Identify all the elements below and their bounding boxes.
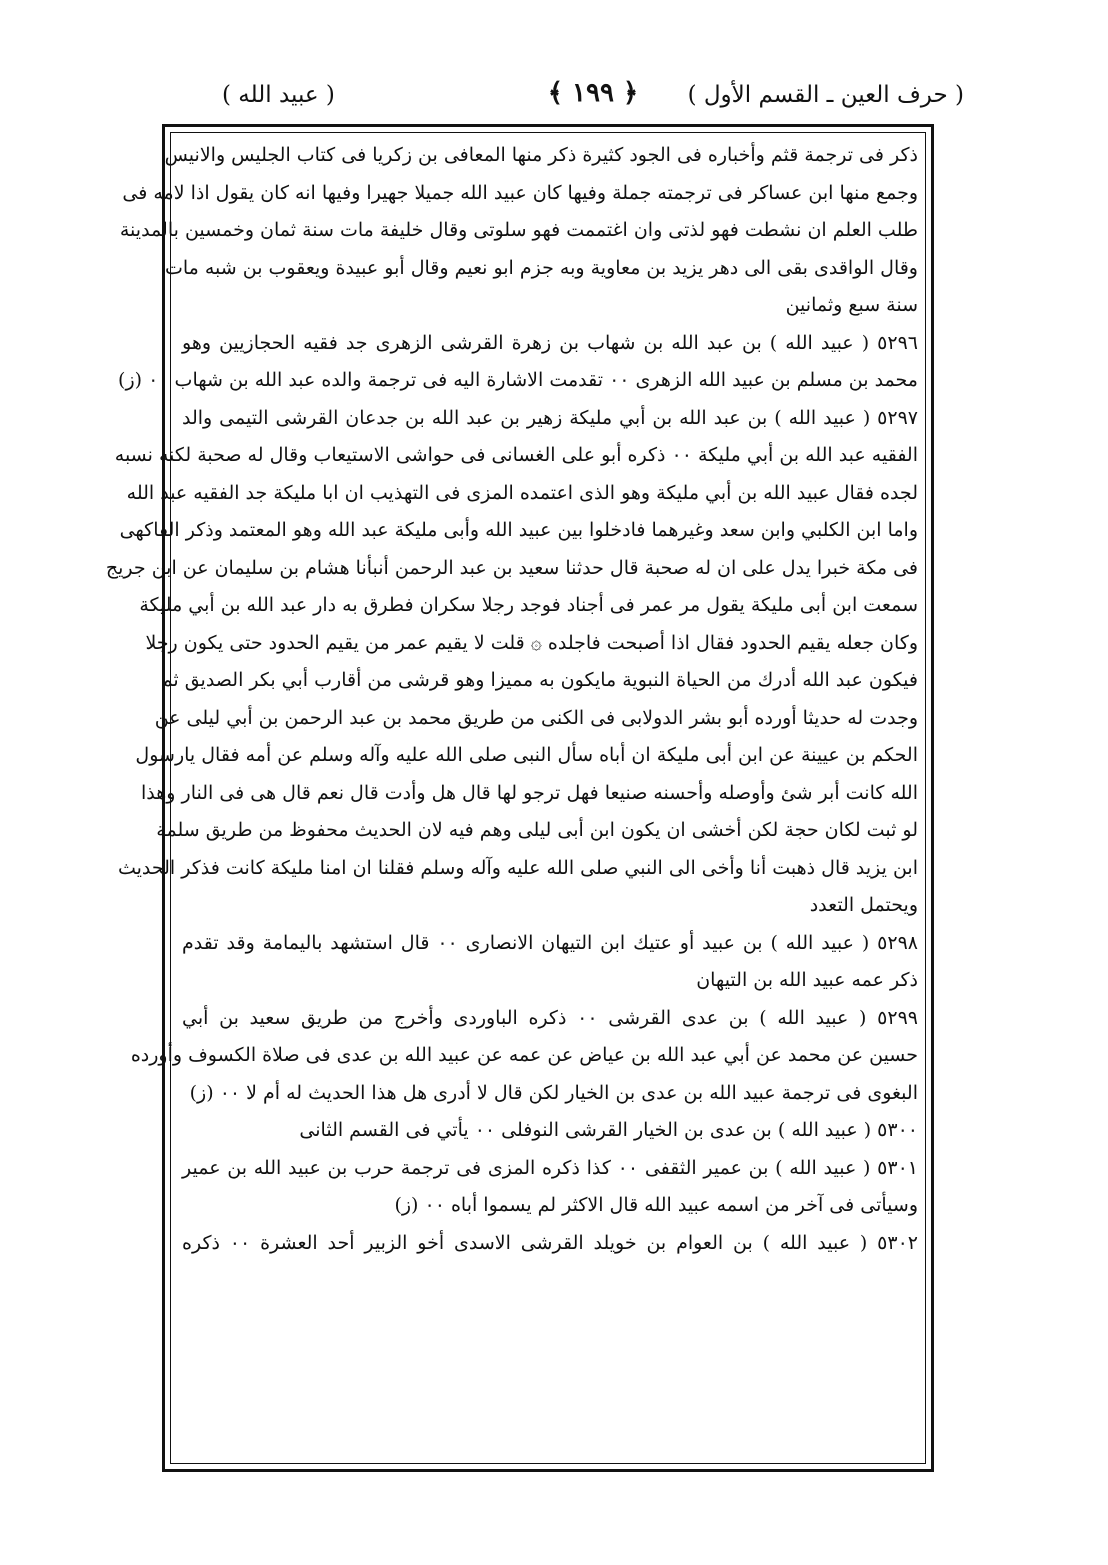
text-line: ذكر فى ترجمة قثم وأخباره فى الجود كثيرة ذكر منها المعافى بن زكريا فى كتاب الجليس والانيس (164, 144, 918, 166)
text-line: فيكون عبد الله أدرك من الحياة النبوية مايكون به مميزا وهو قرشى من أقارب أبي بكر الصديق ثم (160, 669, 918, 691)
text-line: وجدت له حديثا أورده أبو بشر الدولابى فى الكنى من طريق محمد بن عبد الرحمن بن أبي ليلى عن (154, 706, 918, 729)
text-line: الفقيه عبد الله بن أبي مليكة ٠٠ ذكره أبو على الغسانى فى حواشى الاستيعاب وقال له صحبة لكنه نسبه (114, 444, 918, 466)
text-line: وقال الواقدى بقى الى دهر يزيد بن معاوية وبه جزم ابو نعيم وقال أبو عبيدة ويعقوب بن شبه مات (164, 256, 918, 279)
entry-5299-line: ٥٢٩٩ ( عبيد الله ) بن عدى القرشى ٠٠ ذكره الباوردى وأخرج من طريق سعيد بن أبي (182, 1006, 918, 1029)
entry-5296-line: ٥٢٩٦ ( عبيد الله ) بن عبد الله بن شهاب بن زهرة القرشى الزهرى جد فقيه الحجازيين وهو (182, 331, 918, 354)
text-line: الحكم بن عيينة عن ابن أبى مليكة ان أباه سأل النبى صلى الله عليه وآله وسلم عن أمه فقال يارسول (135, 744, 918, 766)
text-line: فى مكة خبرا يدل على ان له صحبة قال حدثنا سعيد بن عبد الرحمن أنبأنا هشام بن سليمان عن ابن جريج (105, 556, 918, 579)
text-line: ويحتمل التعدد (809, 894, 918, 916)
text-line: وسيأتى فى آخر من اسمه عبيد الله قال الاكثر لم يسموا أباه ٠٠ (ز) (394, 1194, 918, 1216)
text-line: لجده فقال عبيد الله بن أبي مليكة وهو الذى اعتمده المزى فى التهذيب ان ابا مليكة جد الفقيه عبد الله (126, 481, 918, 504)
text-line: ذكر عمه عبيد الله بن التيهان (696, 969, 918, 991)
text-line: محمد بن مسلم بن عبيد الله الزهرى ٠٠ تقدمت الاشارة اليه فى ترجمة والده عبد الله بن شهاب ٠٠ (ز) (118, 369, 918, 391)
entry-5298-line: ٥٢٩٨ ( عبيد الله ) بن عبيد أو عتيك ابن التيهان الانصارى ٠٠ قال استشهد باليمامة وقد تقدم (182, 931, 918, 954)
page-header (222, 78, 964, 118)
text-line: سنة سبع وثمانين (785, 294, 918, 316)
text-line: وكان جعله يقيم الحدود فقال اذا أصبحت فاجلده ۞ قلت لا يقيم عمر من يقيم الحدود حتى يكون رجلا (145, 631, 918, 654)
chapter-title: ( حرف العين ـ القسم الأول ) (687, 82, 964, 108)
text-line: واما ابن الكلبي وابن سعد وغيرهما فادخلوا بين عبيد الله وأبى مليكة عبد الله وهو المعتمد وذكر الفاكهى (119, 519, 918, 541)
text-line: الله كانت أبر شئ وأوصله وأحسنه صنيعا فهل ترجو لها قال هل وأدت قال نعم قال هى فى النار وهذا (141, 781, 918, 804)
entry-5301-line: ٥٣٠١ ( عبيد الله ) بن عمير الثقفى ٠٠ كذا ذكره المزى فى ترجمة حرب بن عبيد الله بن عمير (182, 1156, 918, 1179)
text-line: البغوى فى ترجمة عبيد الله بن عدى بن الخيار لكن قال لا أدرى هل هذا الحديث له أم لا ٠٠ (ز) (189, 1081, 918, 1104)
text-line: طلب العلم ان نشطت فهو لذتى وان اغتممت فهو سلوتى وقال خليفة مات سنة ثمان وخمسين بالمدينة (119, 219, 918, 241)
entry-5300-line: ٥٣٠٠ ( عبيد الله ) بن عدى بن الخيار القرشى النوفلى ٠٠ يأتي فى القسم الثانى (299, 1119, 918, 1141)
page-body (105, 137, 918, 1262)
entry-5297-line: ٥٢٩٧ ( عبيد الله ) بن عبد الله بن أبي مليكة زهير بن عبد الله بن جدعان القرشى التيمى والد (182, 406, 918, 429)
text-line: لو ثبت لكان حجة لكن أخشى ان يكون ابن أبى ليلى وهم فيه لان الحديث محفوظ من طريق سلمة (156, 819, 918, 841)
text-line: وجمع منها ابن عساكر فى ترجمته جملة وفيها كان عبيد الله جميلا جهيرا وفيها انه كان يقول اذا لامه فى (122, 181, 918, 204)
entry-name: ( عبيد الله ) (222, 82, 335, 108)
page-number: ﴿ ١٩٩ ﴾ (547, 78, 639, 108)
entry-5302-line: ٥٣٠٢ ( عبيد الله ) بن العوام بن خويلد القرشى الاسدى أخو الزبير أحد العشرة ٠٠ ذكره (182, 1231, 918, 1254)
text-line: ابن يزيد قال ذهبت أنا وأخى الى النبي صلى الله عليه وآله وسلم فقلنا ان امنا مليكة كانت فذكر الحديث (117, 856, 918, 879)
text-line: حسين عن محمد عن أبي عبد الله بن عياض عن عمه عن عبيد الله بن عدى فى صلاة الكسوف وأورده (130, 1044, 918, 1066)
text-line: سمعت ابن أبى مليكة يقول مر عمر فى أجناد فوجد رجلا سكران فطرق به دار عبد الله بن أبي مليكة (139, 594, 918, 616)
